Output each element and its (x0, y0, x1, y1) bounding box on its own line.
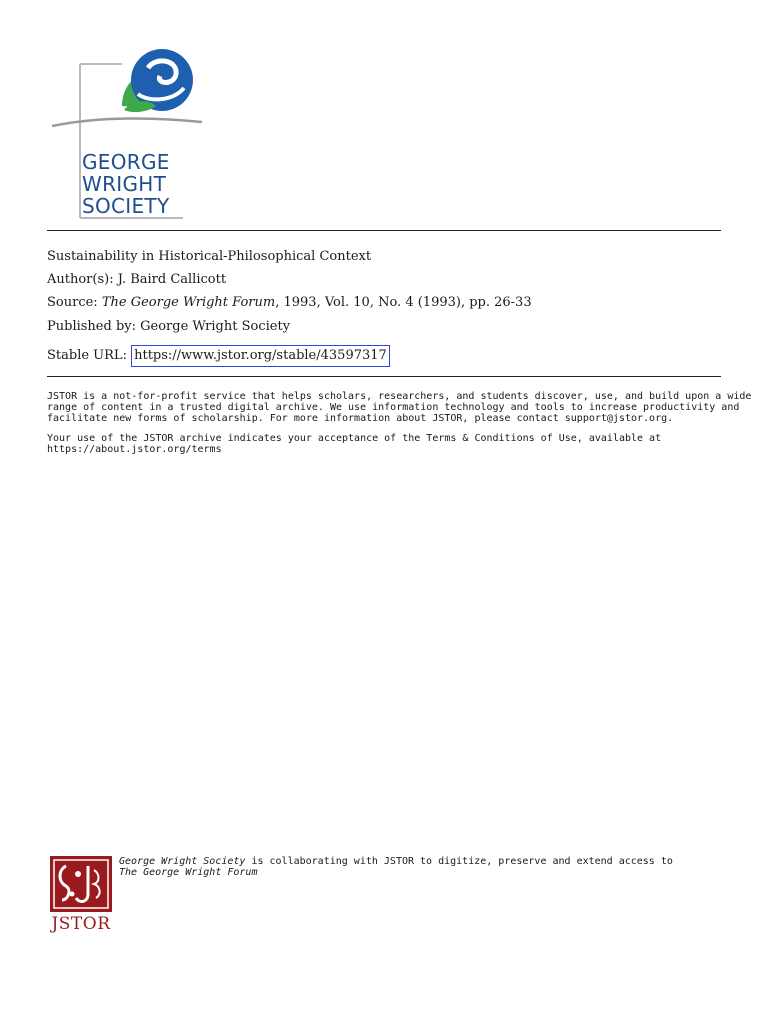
author-label: Author(s): (47, 272, 114, 287)
stable-url-label: Stable URL: (47, 348, 127, 363)
collab-line (119, 867, 673, 878)
stable-url-link[interactable]: https://www.jstor.org/stable/43597317 (131, 345, 390, 367)
source-details: , 1993, Vol. 10, No. 4 (1993), pp. 26-33 (275, 295, 532, 310)
notice-line: range of content in a trusted digital archive. We use information technology and tools to increase productivity and (47, 402, 740, 413)
publisher-name: George Wright Society (140, 319, 291, 334)
logo-text-line: GEORGE (82, 150, 170, 174)
collab-society: George Wright Society (119, 856, 246, 867)
top-divider (47, 230, 721, 231)
jstor-logo (48, 856, 114, 936)
terms-notice (47, 433, 727, 455)
notice-line: facilitate new forms of scholarship. For more information about JSTOR, please contact support@jstor.org. (47, 413, 674, 424)
publisher-line (47, 318, 290, 336)
jstor-wordmark: JSTOR (51, 914, 111, 934)
logo-text-line: WRIGHT (82, 172, 167, 196)
publisher-label: Published by: (47, 319, 136, 334)
middle-divider (47, 376, 721, 377)
terms-line: Your use of the JSTOR archive indicates your acceptance of the Terms & Conditions of Use, available at (47, 433, 662, 444)
jstor-notice (47, 391, 752, 424)
collab-line (119, 856, 673, 867)
jstor-emblem-icon (48, 856, 114, 914)
collab-text: is collaborating with JSTOR to digitize, preserve and extend access to (245, 856, 673, 867)
article-title: Sustainability in Historical-Philosophical Context (47, 249, 372, 264)
terms-url[interactable]: https://about.jstor.org/terms (47, 444, 222, 455)
collaboration-note (119, 856, 673, 878)
author-name: J. Baird Callicott (117, 272, 227, 287)
source-label: Source: (47, 295, 98, 310)
logo-text-line: SOCIETY (82, 194, 170, 218)
source-journal: The George Wright Forum (101, 295, 276, 310)
stable-url-line (47, 345, 390, 367)
notice-line: JSTOR is a not-for-profit service that helps scholars, researchers, and students discover, use, and build upon a wide (47, 391, 752, 402)
collab-journal: The George Wright Forum (119, 867, 258, 878)
george-wright-society-logo (52, 40, 202, 222)
source-line (47, 294, 532, 312)
author-line (47, 271, 226, 289)
